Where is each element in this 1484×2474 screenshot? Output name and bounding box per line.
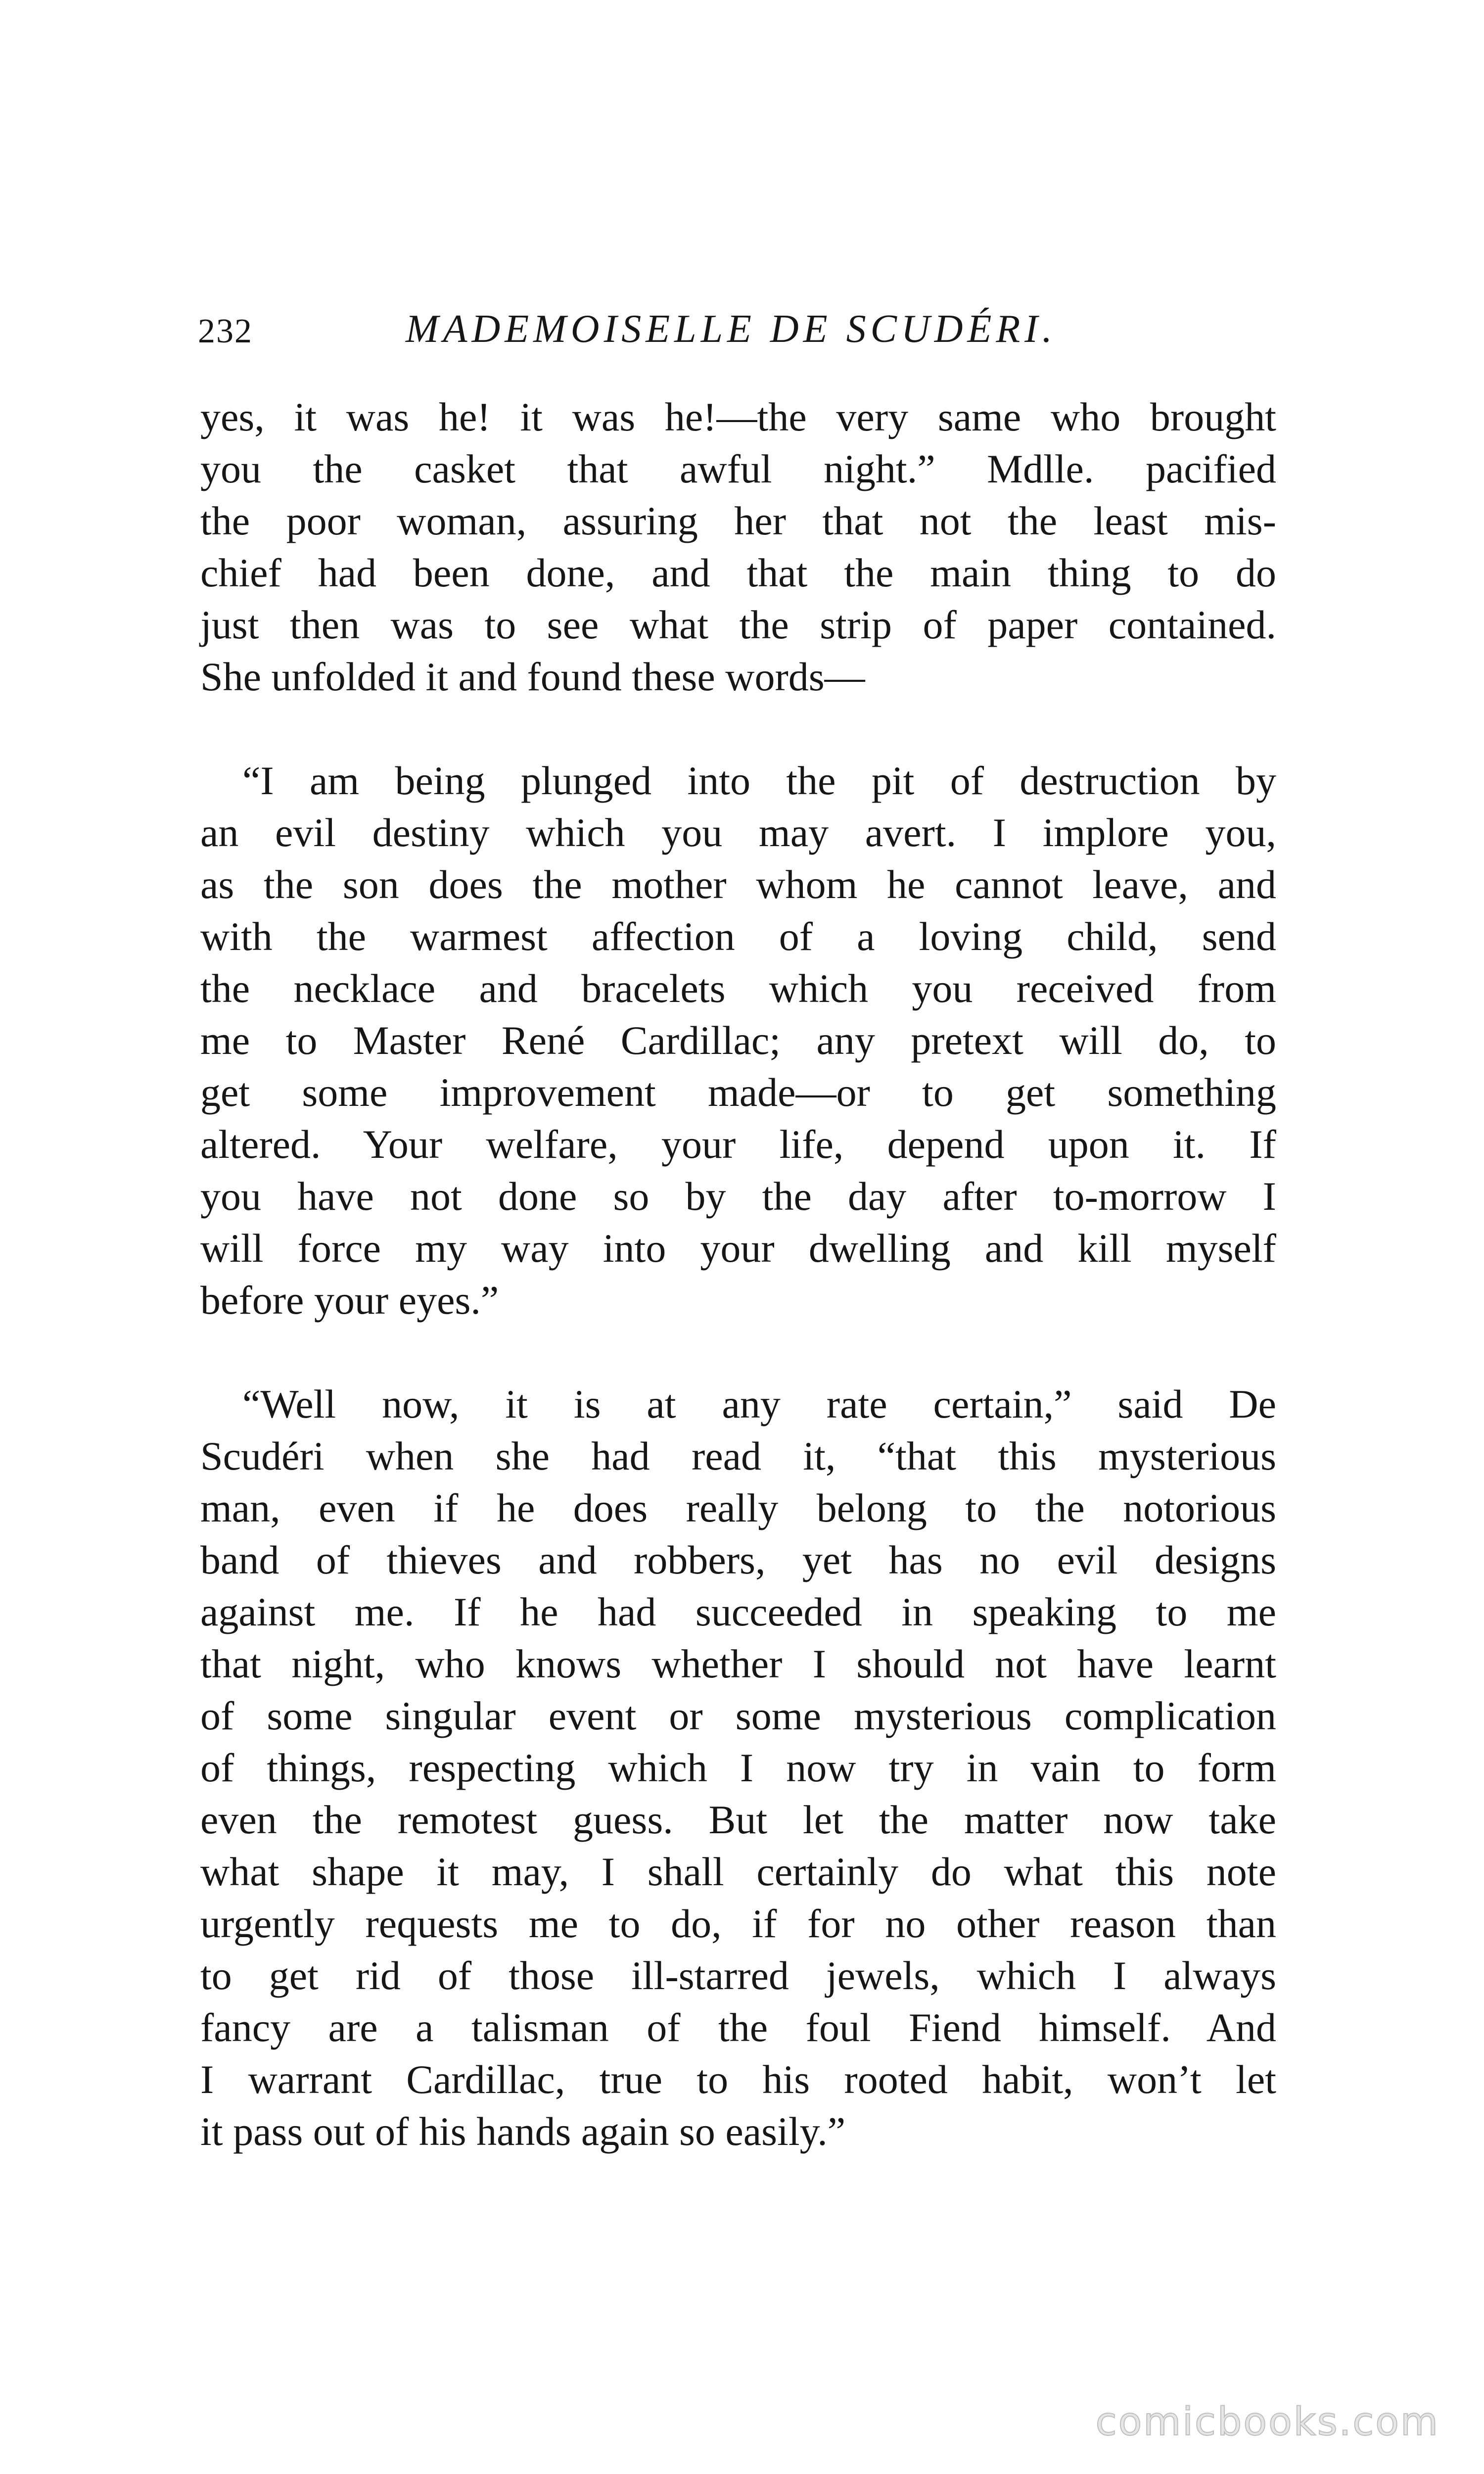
text-line: will force my way into your dwelling and kill myself xyxy=(200,1226,1276,1271)
text-line: chief had been done, and that the main thing to do xyxy=(200,550,1276,595)
text-line: fancy are a talisman of the foul Fiend himself. And xyxy=(200,2005,1276,2050)
text-line: get some improvement made—or to get something xyxy=(200,1070,1276,1115)
text-line: you have not done so by the day after to-morrow I xyxy=(200,1174,1276,1219)
text-line: just then was to see what the strip of paper contained. xyxy=(200,602,1276,647)
text-line: you the casket that awful night.” Mdlle. pacified xyxy=(200,446,1276,491)
text-line: to get rid of those ill-starred jewels, which I always xyxy=(200,1953,1276,1998)
running-title: MADEMOISELLE DE SCUDÉRI. xyxy=(406,307,1057,351)
text-line: altered. Your welfare, your life, depend upon it. If xyxy=(200,1122,1276,1167)
page-header xyxy=(198,297,1311,361)
paragraph-3 xyxy=(200,1378,1276,2157)
body-text xyxy=(200,391,1276,2209)
text-line: of things, respecting which I now try in vain to form xyxy=(200,1745,1276,1790)
text-line: as the son does the mother whom he cannot leave, and xyxy=(200,862,1276,907)
text-line: band of thieves and robbers, yet has no evil designs xyxy=(200,1537,1276,1582)
text-line: the poor woman, assuring her that not the least mis- xyxy=(200,498,1276,543)
text-line: it pass out of his hands again so easily.” xyxy=(200,2109,846,2154)
page-number: 232 xyxy=(198,312,253,350)
paragraph-2 xyxy=(200,755,1276,1326)
text-line: I warrant Cardillac, true to his rooted habit, won’t let xyxy=(200,2057,1276,2102)
text-line: Scudéri when she had read it, “that this mysterious xyxy=(200,1433,1276,1478)
text-line: yes, it was he! it was he!—the very same who brought xyxy=(200,394,1276,439)
text-line: man, even if he does really belong to the notorious xyxy=(200,1485,1276,1530)
text-line: before your eyes.” xyxy=(200,1278,499,1323)
text-line: with the warmest affection of a loving child, send xyxy=(200,914,1276,959)
text-line: urgently requests me to do, if for no other reason than xyxy=(200,1901,1276,1946)
text-line: what shape it may, I shall certainly do what this note xyxy=(200,1849,1276,1894)
text-line: the necklace and bracelets which you received from xyxy=(200,966,1276,1011)
text-line: that night, who knows whether I should not have learnt xyxy=(200,1641,1276,1686)
text-line: She unfolded it and found these words— xyxy=(200,654,865,699)
paragraph-1 xyxy=(200,391,1276,703)
text-line: me to Master René Cardillac; any pretext will do, to xyxy=(200,1018,1276,1063)
text-line: even the remotest guess. But let the matter now take xyxy=(200,1797,1276,1842)
text-line: an evil destiny which you may avert. I implore you, xyxy=(200,810,1276,855)
text-line: “Well now, it is at any rate certain,” said De xyxy=(242,1381,1276,1427)
text-line: against me. If he had succeeded in speaking to me xyxy=(200,1589,1276,1634)
text-line: of some singular event or some mysterious complication xyxy=(200,1693,1276,1738)
text-line: “I am being plunged into the pit of destruction by xyxy=(242,758,1276,803)
site-watermark: comicbooks.com xyxy=(1095,2400,1439,2444)
